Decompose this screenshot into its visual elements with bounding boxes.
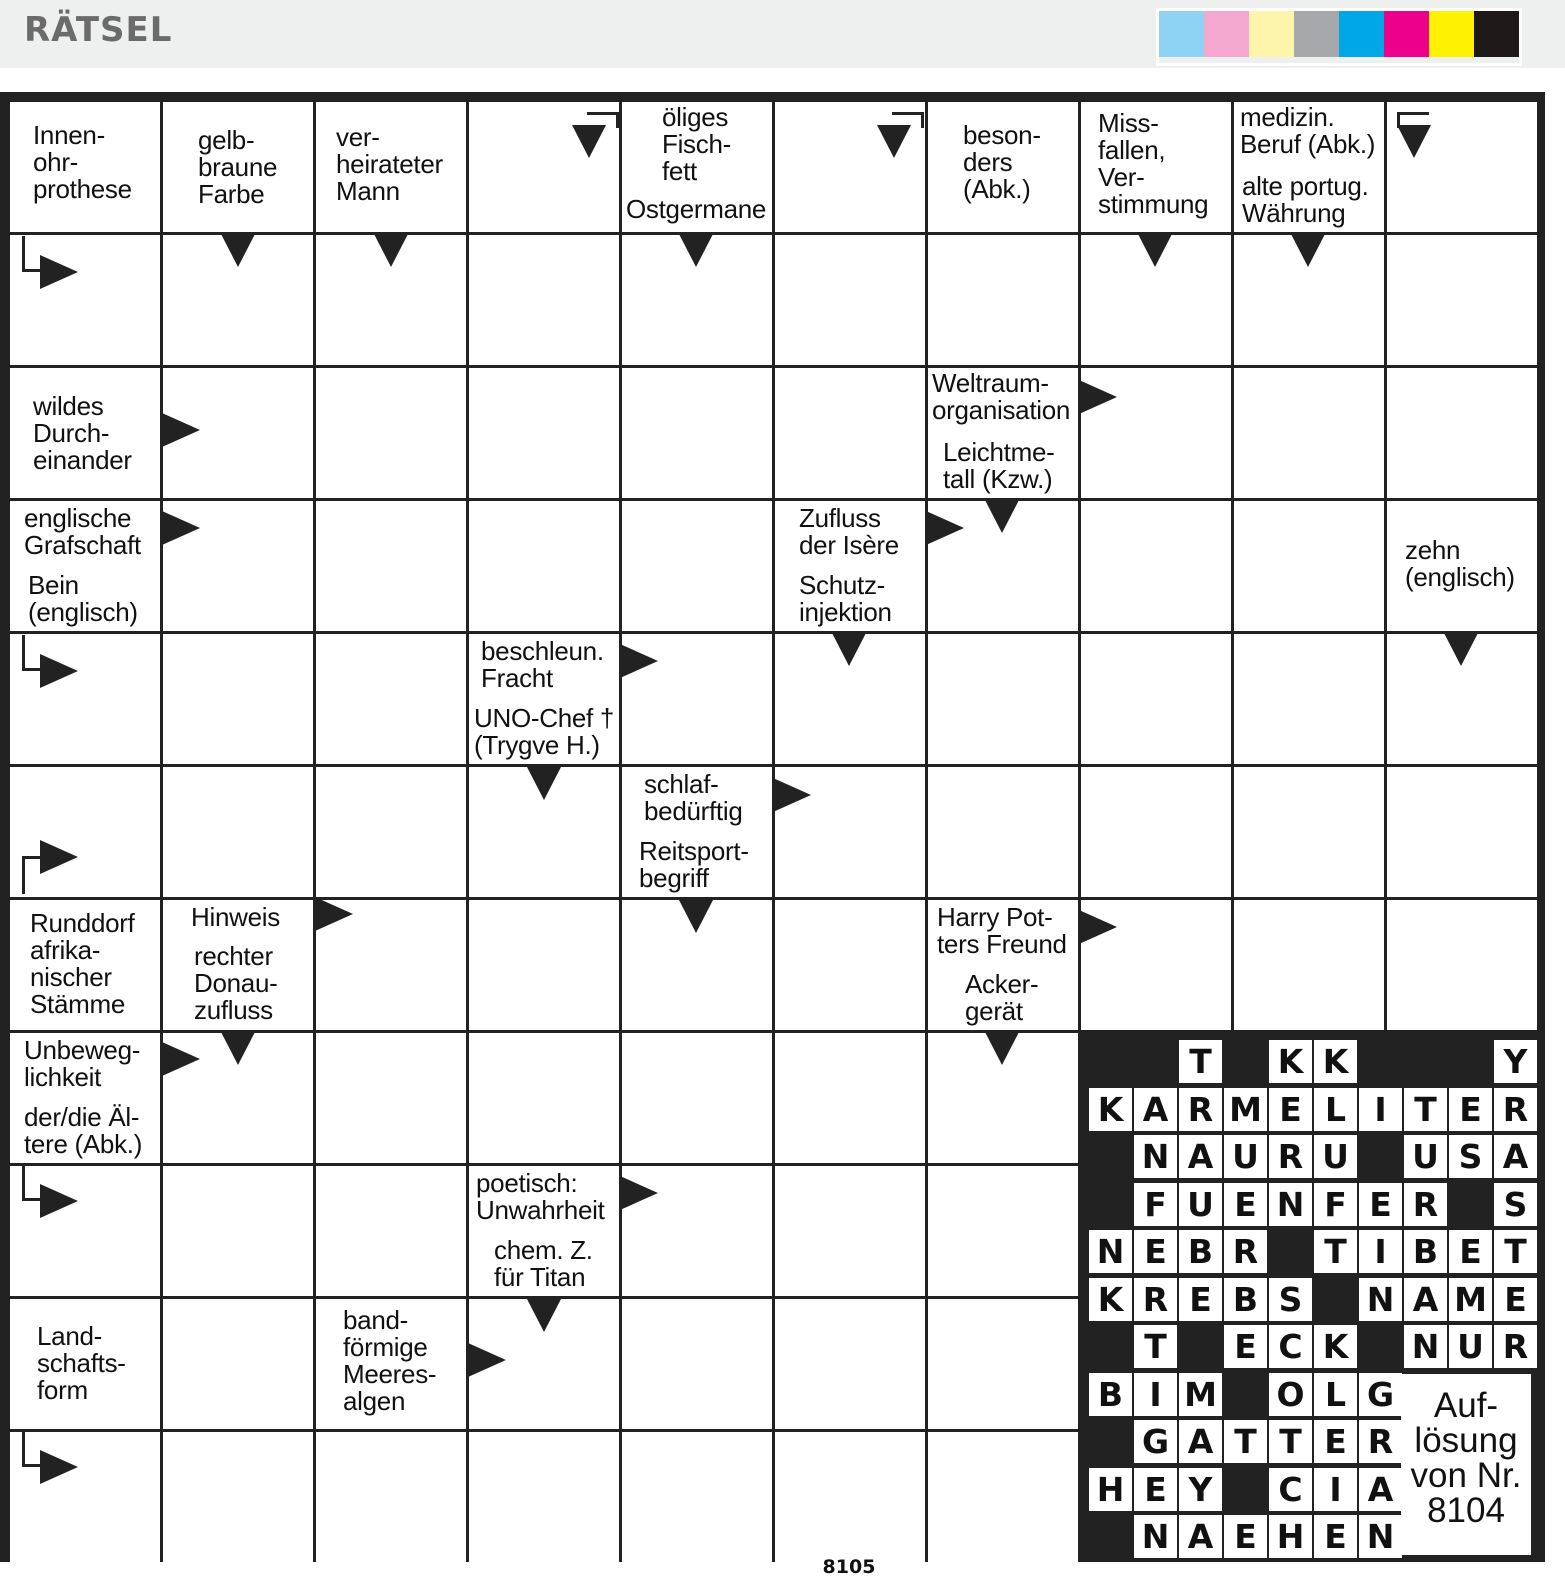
solution-letter: A bbox=[1134, 1088, 1177, 1131]
arrow-right-icon bbox=[926, 511, 964, 545]
arrow-right-icon bbox=[40, 255, 78, 289]
solution-letter: A bbox=[1179, 1515, 1222, 1558]
solution-letter: B bbox=[1404, 1230, 1447, 1273]
clue-text: rechter Donau- zufluss bbox=[194, 941, 278, 1025]
solution-letter: S bbox=[1449, 1135, 1492, 1178]
arrow-bend-line bbox=[22, 856, 42, 894]
clue-text: band- förmige Meeres- algen bbox=[343, 1305, 437, 1416]
answer-cell[interactable] bbox=[1234, 501, 1384, 631]
answer-cell[interactable] bbox=[622, 368, 772, 498]
arrow-right-icon bbox=[162, 1042, 200, 1076]
clue-text: Land- schafts- form bbox=[37, 1321, 126, 1405]
solution-letter: F bbox=[1314, 1183, 1357, 1226]
answer-cell[interactable] bbox=[928, 634, 1078, 764]
arrow-down-icon bbox=[221, 1032, 255, 1065]
clue-box bbox=[775, 568, 925, 631]
answer-cell[interactable] bbox=[928, 1432, 1078, 1562]
answer-cell[interactable] bbox=[163, 1432, 313, 1562]
clue-text: Schutz- injektion bbox=[799, 570, 892, 627]
answer-cell[interactable] bbox=[775, 1432, 925, 1562]
clue-box bbox=[10, 568, 160, 631]
color-swatch bbox=[1159, 11, 1204, 57]
answer-cell[interactable] bbox=[1387, 900, 1537, 1030]
clue-box bbox=[10, 501, 160, 565]
solution-letter: E bbox=[1224, 1515, 1267, 1558]
page-title: RÄTSEL bbox=[24, 10, 173, 50]
solution-letter: C bbox=[1269, 1468, 1312, 1511]
solution-letter: T bbox=[1404, 1088, 1447, 1131]
answer-cell[interactable] bbox=[469, 368, 619, 498]
arrow-down-icon bbox=[1397, 125, 1431, 158]
arrow-down-icon bbox=[1444, 633, 1478, 666]
solution-letter: E bbox=[1314, 1420, 1357, 1463]
answer-cell[interactable] bbox=[1081, 501, 1231, 631]
solution-letter: A bbox=[1179, 1420, 1222, 1463]
solution-letter: I bbox=[1134, 1373, 1177, 1416]
answer-cell[interactable] bbox=[469, 501, 619, 631]
solution-letter: M bbox=[1449, 1278, 1492, 1321]
solution-letter: I bbox=[1314, 1468, 1357, 1511]
solution-letter: G bbox=[1134, 1420, 1177, 1463]
solution-letter: I bbox=[1359, 1088, 1402, 1131]
solution-letter: S bbox=[1494, 1183, 1537, 1226]
solution-letter: M bbox=[1224, 1088, 1267, 1131]
arrow-down-icon bbox=[985, 500, 1019, 533]
answer-cell[interactable] bbox=[622, 1432, 772, 1562]
solution-letter: C bbox=[1269, 1325, 1312, 1368]
answer-cell[interactable] bbox=[1387, 368, 1537, 498]
clue-box bbox=[1387, 501, 1537, 631]
solution-letter: H bbox=[1269, 1515, 1312, 1558]
clue-box bbox=[622, 834, 772, 897]
clue-box bbox=[10, 102, 160, 232]
solution-letter: M bbox=[1179, 1373, 1222, 1416]
answer-cell[interactable] bbox=[1234, 368, 1384, 498]
clue-text: Hinweis bbox=[191, 902, 280, 932]
answer-cell[interactable] bbox=[775, 235, 925, 365]
answer-cell[interactable] bbox=[622, 1299, 772, 1429]
clue-text: UNO-Chef † (Trygve H.) bbox=[474, 703, 615, 760]
solution-letter: K bbox=[1269, 1040, 1312, 1083]
answer-cell[interactable] bbox=[316, 767, 466, 897]
arrow-bend-line bbox=[1397, 112, 1429, 128]
solution-letter: T bbox=[1179, 1040, 1222, 1083]
solution-letter: E bbox=[1134, 1468, 1177, 1511]
answer-cell[interactable] bbox=[1387, 235, 1537, 365]
solution-letter: E bbox=[1134, 1230, 1177, 1273]
clue-text: Unbeweg- lichkeit bbox=[24, 1035, 141, 1092]
clue-box bbox=[928, 102, 1078, 232]
clue-text: chem. Z. für Titan bbox=[494, 1235, 593, 1292]
clue-text: beschleun. Fracht bbox=[481, 636, 604, 693]
answer-cell[interactable] bbox=[775, 1166, 925, 1296]
clue-text: englische Grafschaft bbox=[24, 503, 141, 560]
answer-cell[interactable] bbox=[1234, 634, 1384, 764]
clue-text: beson- ders (Abk.) bbox=[963, 120, 1041, 204]
clue-text: wildes Durch- einander bbox=[33, 391, 132, 475]
answer-cell[interactable] bbox=[469, 900, 619, 1030]
color-swatch bbox=[1429, 11, 1474, 57]
solution-letter: E bbox=[1449, 1088, 1492, 1131]
clue-text: Harry Pot- ters Freund bbox=[937, 902, 1067, 959]
clue-box bbox=[10, 900, 160, 1030]
arrow-right-icon bbox=[40, 1450, 78, 1484]
solution-letter: R bbox=[1179, 1088, 1222, 1131]
solution-letter: A bbox=[1494, 1135, 1537, 1178]
clue-text: Leichtme- tall (Kzw.) bbox=[943, 437, 1055, 494]
clue-box bbox=[163, 900, 313, 936]
arrow-right-icon bbox=[468, 1343, 506, 1377]
answer-cell[interactable] bbox=[1234, 900, 1384, 1030]
arrow-down-icon bbox=[527, 1299, 561, 1332]
solution-letter: K bbox=[1089, 1088, 1132, 1131]
arrow-right-icon bbox=[1079, 910, 1117, 944]
answer-cell[interactable] bbox=[316, 501, 466, 631]
answer-cell[interactable] bbox=[163, 634, 313, 764]
solution-letter: Y bbox=[1494, 1040, 1537, 1083]
solution-letter: L bbox=[1314, 1088, 1357, 1131]
arrow-right-icon bbox=[620, 644, 658, 678]
solution-letter: R bbox=[1134, 1278, 1177, 1321]
arrow-bend-line bbox=[22, 1431, 42, 1467]
arrow-right-icon bbox=[40, 840, 78, 874]
arrow-bend-line bbox=[587, 112, 619, 128]
answer-cell[interactable] bbox=[1081, 634, 1231, 764]
answer-cell[interactable] bbox=[316, 1432, 466, 1562]
solution-letter: Y bbox=[1179, 1468, 1222, 1511]
solution-letter: R bbox=[1224, 1230, 1267, 1273]
solution-letter: E bbox=[1179, 1278, 1222, 1321]
answer-cell[interactable] bbox=[1387, 767, 1537, 897]
clue-text: Bein (englisch) bbox=[28, 570, 138, 627]
puzzle-number: 8105 bbox=[812, 1552, 886, 1588]
clue-box bbox=[316, 102, 466, 232]
clue-text: Runddorf afrika- nischer Stämme bbox=[30, 908, 135, 1019]
clue-text: gelb- braune Farbe bbox=[198, 125, 278, 209]
clue-box bbox=[10, 1299, 160, 1429]
arrow-down-icon bbox=[985, 1032, 1019, 1065]
answer-cell[interactable] bbox=[928, 1166, 1078, 1296]
arrow-bend-line bbox=[22, 1165, 42, 1201]
clue-box bbox=[622, 102, 772, 189]
solution-letter: E bbox=[1224, 1183, 1267, 1226]
solution-letter: U bbox=[1224, 1135, 1267, 1178]
arrow-bend-line bbox=[22, 236, 42, 272]
solution-letter: N bbox=[1359, 1515, 1402, 1558]
answer-cell[interactable] bbox=[1081, 767, 1231, 897]
solution-letter: B bbox=[1089, 1373, 1132, 1416]
solution-label: Auf- lösung von Nr. 8104 bbox=[1401, 1374, 1531, 1555]
clue-text: Innen- ohr- prothese bbox=[33, 120, 132, 204]
clue-box bbox=[928, 435, 1078, 498]
color-swatch bbox=[1474, 11, 1519, 57]
solution-letter: T bbox=[1224, 1420, 1267, 1463]
arrow-down-icon bbox=[527, 767, 561, 800]
arrow-down-icon bbox=[679, 234, 713, 267]
solution-letter: F bbox=[1134, 1183, 1177, 1226]
answer-cell[interactable] bbox=[928, 235, 1078, 365]
solution-letter: H bbox=[1089, 1468, 1132, 1511]
solution-letter: T bbox=[1314, 1230, 1357, 1273]
solution-letter: E bbox=[1269, 1088, 1312, 1131]
solution-letter: I bbox=[1359, 1230, 1402, 1273]
arrow-right-icon bbox=[315, 897, 353, 931]
arrow-down-icon bbox=[679, 900, 713, 933]
color-swatch bbox=[1384, 11, 1429, 57]
answer-cell[interactable] bbox=[316, 1033, 466, 1163]
solution-letter: R bbox=[1359, 1420, 1402, 1463]
solution-letter: E bbox=[1314, 1515, 1357, 1558]
arrow-right-icon bbox=[162, 413, 200, 447]
arrow-right-icon bbox=[1079, 380, 1117, 414]
solution-letter: B bbox=[1179, 1230, 1222, 1273]
answer-cell[interactable] bbox=[622, 501, 772, 631]
solution-letter: N bbox=[1089, 1230, 1132, 1273]
answer-cell[interactable] bbox=[163, 1166, 313, 1296]
solution-letter: S bbox=[1269, 1278, 1312, 1321]
answer-cell[interactable] bbox=[928, 1299, 1078, 1429]
solution-letter: R bbox=[1494, 1325, 1537, 1368]
solution-letter: N bbox=[1359, 1278, 1402, 1321]
solution-letter: N bbox=[1269, 1183, 1312, 1226]
clue-box bbox=[469, 701, 619, 764]
clue-box bbox=[10, 368, 160, 498]
arrow-right-icon bbox=[773, 778, 811, 812]
clue-text: ver- heirateter Mann bbox=[336, 122, 443, 206]
arrow-down-icon bbox=[1138, 234, 1172, 267]
clue-text: schlaf- bedürftig bbox=[644, 769, 743, 826]
solution-letter: E bbox=[1359, 1183, 1402, 1226]
clue-box bbox=[469, 1166, 619, 1230]
arrow-down-icon bbox=[221, 234, 255, 267]
solution-letter: U bbox=[1449, 1325, 1492, 1368]
clue-box bbox=[928, 967, 1078, 1030]
answer-cell[interactable] bbox=[775, 1299, 925, 1429]
answer-cell[interactable] bbox=[469, 1432, 619, 1562]
solution-letter: U bbox=[1179, 1183, 1222, 1226]
clue-text: der/die Äl- tere (Abk.) bbox=[24, 1102, 143, 1159]
clue-text: Zufluss der Isère bbox=[799, 503, 899, 560]
answer-cell[interactable] bbox=[775, 1033, 925, 1163]
solution-letter: B bbox=[1224, 1278, 1267, 1321]
solution-letter: T bbox=[1269, 1420, 1312, 1463]
solution-letter: R bbox=[1404, 1183, 1447, 1226]
answer-cell[interactable] bbox=[163, 767, 313, 897]
answer-cell[interactable] bbox=[775, 900, 925, 1030]
clue-box bbox=[775, 501, 925, 565]
arrow-down-icon bbox=[572, 125, 606, 158]
clue-box bbox=[163, 102, 313, 232]
answer-cell[interactable] bbox=[163, 1299, 313, 1429]
answer-cell[interactable] bbox=[316, 1166, 466, 1296]
color-swatch bbox=[1294, 11, 1339, 57]
color-swatch-strip bbox=[1156, 8, 1522, 66]
answer-cell[interactable] bbox=[928, 767, 1078, 897]
solution-letter: R bbox=[1269, 1135, 1312, 1178]
solution-letter: O bbox=[1269, 1373, 1312, 1416]
answer-cell[interactable] bbox=[622, 1033, 772, 1163]
clue-text: Reitsport- begriff bbox=[639, 836, 749, 893]
arrow-right-icon bbox=[40, 1184, 78, 1218]
clue-text: medizin. Beruf (Abk.) bbox=[1240, 102, 1376, 159]
clue-text: alte portug. Währung bbox=[1242, 171, 1369, 228]
arrow-down-icon bbox=[877, 125, 911, 158]
clue-box bbox=[316, 1299, 466, 1429]
solution-letter: K bbox=[1314, 1040, 1357, 1083]
clue-box bbox=[1234, 102, 1384, 166]
clue-box bbox=[928, 368, 1078, 432]
solution-letter: K bbox=[1314, 1325, 1357, 1368]
clue-box bbox=[622, 767, 772, 831]
solution-letter: A bbox=[1179, 1135, 1222, 1178]
solution-letter: N bbox=[1134, 1515, 1177, 1558]
arrow-down-icon bbox=[832, 633, 866, 666]
answer-cell[interactable] bbox=[469, 1033, 619, 1163]
clue-box bbox=[1081, 102, 1231, 232]
arrow-right-icon bbox=[620, 1176, 658, 1210]
clue-text: zehn (englisch) bbox=[1405, 535, 1515, 592]
color-swatch bbox=[1339, 11, 1384, 57]
page-header bbox=[0, 0, 1565, 68]
color-swatch bbox=[1204, 11, 1249, 57]
arrow-right-icon bbox=[162, 511, 200, 545]
clue-text: Acker- gerät bbox=[965, 969, 1039, 1026]
arrow-down-icon bbox=[1291, 234, 1325, 267]
answer-cell[interactable] bbox=[469, 235, 619, 365]
solution-letter: N bbox=[1134, 1135, 1177, 1178]
arrow-right-icon bbox=[40, 654, 78, 688]
clue-text: Miss- fallen, Ver- stimmung bbox=[1098, 108, 1209, 219]
clue-box bbox=[928, 900, 1078, 964]
solution-letter: N bbox=[1404, 1325, 1447, 1368]
solution-letter: L bbox=[1314, 1373, 1357, 1416]
arrow-down-icon bbox=[374, 234, 408, 267]
solution-letter: E bbox=[1224, 1325, 1267, 1368]
solution-letter: R bbox=[1494, 1088, 1537, 1131]
solution-letter: G bbox=[1359, 1373, 1402, 1416]
solution-letter: U bbox=[1404, 1135, 1447, 1178]
solution-letter: K bbox=[1089, 1278, 1132, 1321]
clue-text: Weltraum- organisation bbox=[932, 368, 1071, 425]
arrow-bend-line bbox=[892, 112, 924, 128]
solution-letter: T bbox=[1494, 1230, 1537, 1273]
clue-text: poetisch: Unwahrheit bbox=[476, 1168, 605, 1225]
answer-cell[interactable] bbox=[1234, 767, 1384, 897]
clue-text: öliges Fisch- fett bbox=[662, 102, 731, 186]
solution-letter: U bbox=[1314, 1135, 1357, 1178]
solution-letter: A bbox=[1404, 1278, 1447, 1321]
clue-box bbox=[469, 1233, 619, 1296]
clue-box bbox=[1234, 169, 1384, 232]
solution-letter: T bbox=[1134, 1325, 1177, 1368]
answer-cell[interactable] bbox=[775, 368, 925, 498]
answer-cell[interactable] bbox=[316, 634, 466, 764]
solution-letter: A bbox=[1359, 1468, 1402, 1511]
color-swatch bbox=[1249, 11, 1294, 57]
clue-box bbox=[10, 1100, 160, 1163]
clue-box bbox=[469, 634, 619, 698]
clue-text: Ostgermane bbox=[626, 194, 767, 224]
clue-box bbox=[622, 192, 772, 232]
solution-letter: E bbox=[1494, 1278, 1537, 1321]
clue-box bbox=[10, 1033, 160, 1097]
answer-cell[interactable] bbox=[316, 368, 466, 498]
solution-letter: E bbox=[1449, 1230, 1492, 1273]
arrow-bend-line bbox=[22, 635, 42, 671]
clue-box bbox=[163, 939, 313, 1030]
